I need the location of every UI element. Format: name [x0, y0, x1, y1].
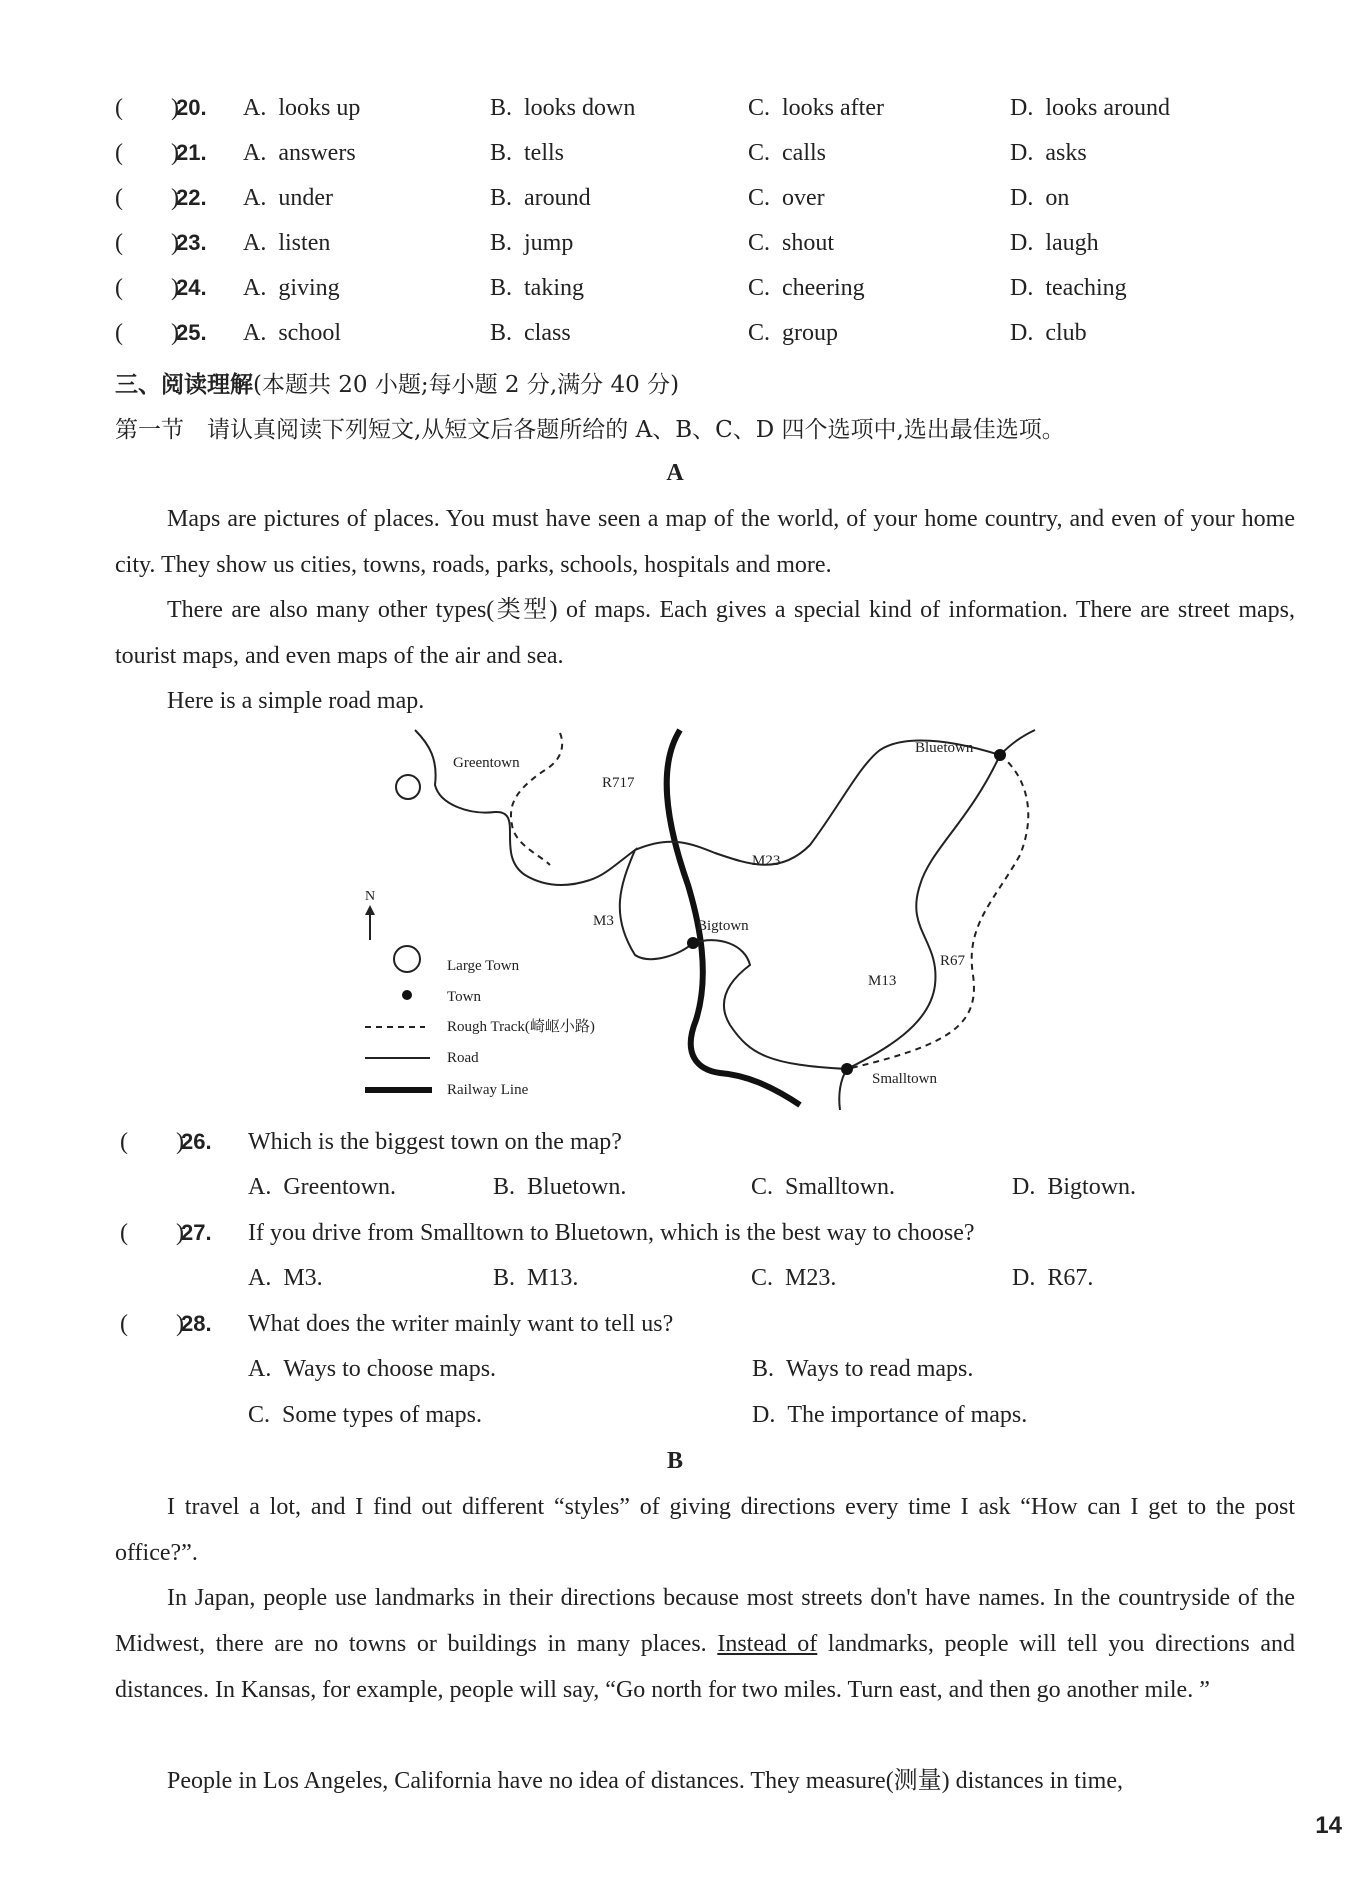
legend-large-town-label: Large Town: [447, 958, 520, 974]
option-text: tells: [524, 140, 565, 166]
option-a: A. Ways to choose maps.: [248, 1356, 497, 1382]
option-text: cheering: [782, 275, 865, 301]
option-text: M23.: [785, 1265, 837, 1291]
option-text: jump: [524, 230, 574, 256]
option-text: Bigtown.: [1047, 1174, 1137, 1200]
option-a: [243, 133, 356, 173]
option-text: teaching: [1045, 275, 1127, 301]
question-number: 22.: [176, 185, 207, 210]
bigtown-label: Bigtown: [697, 918, 749, 934]
question-stem: If you drive from Smalltown to Bluetown, which is the best way to choose?: [248, 1220, 975, 1246]
track-r67: [847, 755, 1028, 1069]
options-row: [0, 1349, 1350, 1389]
passage-b-p2-before: In Japan, people use landmarks in their directions because most streets don't have names. In the countryside of the Midwest, there are no towns or buildings in many places.: [115, 1585, 1295, 1657]
answer-blank[interactable]: ( ): [120, 1129, 184, 1155]
legend-road-label: Road: [447, 1050, 479, 1066]
question-number: 20.: [176, 95, 207, 120]
option-text: school: [278, 320, 342, 346]
option-letter: A.: [243, 230, 279, 256]
option-letter: A.: [243, 140, 279, 166]
option-text: M13.: [527, 1265, 579, 1291]
r67-label: R67: [940, 953, 966, 969]
option-b: [490, 223, 573, 263]
north-label: N: [364, 889, 376, 904]
option-letter: D.: [1010, 275, 1046, 301]
option-text: under: [278, 185, 333, 211]
option-text: asks: [1045, 140, 1087, 166]
answer-blank[interactable]: ( ): [120, 1311, 184, 1337]
m3-label: M3: [593, 913, 614, 929]
smalltown-marker: [841, 1063, 853, 1075]
passage-b-paragraph-2: [115, 1575, 1295, 1713]
option-text: The importance of maps.: [787, 1402, 1028, 1428]
option-letter: D.: [1010, 95, 1046, 121]
options-row: [0, 1167, 1350, 1207]
option-c: C. Some types of maps.: [248, 1402, 482, 1428]
option-c: [748, 268, 865, 308]
option-text: on: [1045, 185, 1070, 211]
road-bigtown-loop: [693, 940, 847, 1069]
question-stem-row: [0, 1213, 1350, 1253]
option-c: [748, 313, 838, 353]
option-text: Ways to choose maps.: [283, 1356, 497, 1382]
answer-blank[interactable]: ( ): [115, 320, 179, 346]
section-title-text: 三、阅读理解: [115, 372, 253, 398]
road-bluetown-exit: [1000, 730, 1035, 755]
passage-b-p2-after: landmarks, people will tell you directions and distances. In Kansas, for example, people will say, “Go north for two miles. Turn east, and then go another mile. ”: [115, 1631, 1296, 1703]
option-b: [490, 133, 564, 173]
option-letter: D.: [1010, 230, 1046, 256]
option-letter: C.: [748, 140, 783, 166]
option-a: [243, 268, 340, 308]
option-letter: D.: [1010, 320, 1046, 346]
passage-b-paragraph-3: People in Los Angeles, California have no idea of distances. They measure(测量) distances in time,: [167, 1768, 1123, 1794]
option-b: [490, 268, 584, 308]
bigtown-marker: [687, 937, 699, 949]
option-text: taking: [524, 275, 585, 301]
option-d: [1010, 133, 1087, 173]
option-text: around: [524, 185, 591, 211]
part-one-instruction: 第一节 请认真阅读下列短文,从短文后各题所给的 A、B、C、D 四个选项中,选出最佳选项。: [115, 417, 1065, 443]
answer-blank[interactable]: ( ): [115, 140, 179, 166]
option-d: [1010, 178, 1069, 218]
option-text: Bluetown.: [527, 1174, 627, 1200]
option-text: laugh: [1045, 230, 1099, 256]
option-d: D. Bigtown.: [1012, 1174, 1137, 1200]
option-letter: D.: [1010, 185, 1046, 211]
road-m13: [847, 755, 1000, 1069]
passage-a-heading: A: [666, 460, 684, 486]
option-letter: A.: [243, 185, 279, 211]
option-b: [490, 88, 635, 128]
legend-town-icon: [402, 990, 412, 1000]
question-row: [0, 223, 1350, 263]
option-c: [748, 88, 884, 128]
option-text: answers: [278, 140, 356, 166]
answer-blank[interactable]: ( ): [120, 1220, 184, 1246]
option-text: giving: [278, 275, 340, 301]
option-letter: B.: [490, 275, 525, 301]
option-letter: C.: [748, 275, 783, 301]
option-text: calls: [782, 140, 826, 166]
question-row: [0, 178, 1350, 218]
options-row: [0, 1395, 1350, 1435]
option-text: looks after: [782, 95, 884, 121]
answer-blank[interactable]: ( ): [115, 185, 179, 211]
north-arrowhead-icon: [365, 905, 375, 915]
option-text: M3.: [283, 1265, 323, 1291]
option-d: [1010, 313, 1087, 353]
question-number: 28.: [181, 1311, 212, 1336]
option-letter: B.: [490, 320, 525, 346]
greentown-label: Greentown: [453, 755, 520, 771]
question-number: 25.: [176, 320, 207, 345]
question-number: 24.: [176, 275, 207, 300]
option-letter: B.: [490, 185, 525, 211]
option-text: R67.: [1047, 1265, 1094, 1291]
option-a: A. M3.: [248, 1265, 323, 1291]
option-text: class: [524, 320, 571, 346]
option-b: B. M13.: [493, 1265, 579, 1291]
legend-railway-label: Railway Line: [447, 1082, 529, 1098]
passage-a-paragraph-2: There are also many other types(类型) of maps. Each gives a special kind of information. There are street maps, tourist maps, and even maps of the air and sea.: [115, 597, 1295, 669]
legend-rough-track-label: Rough Track(崎岖小路): [447, 1019, 595, 1035]
option-c: [748, 133, 826, 173]
question-stem-row: [0, 1304, 1350, 1344]
bluetown-label: Bluetown: [915, 740, 974, 756]
option-text: club: [1045, 320, 1087, 346]
option-b: B. Bluetown.: [493, 1174, 627, 1200]
option-letter: A.: [243, 320, 279, 346]
question-row: [0, 268, 1350, 308]
option-text: Greentown.: [283, 1174, 396, 1200]
answer-blank[interactable]: ( ): [115, 230, 179, 256]
question-row: [0, 88, 1350, 128]
question-number: 23.: [176, 230, 207, 255]
option-a: [243, 178, 333, 218]
section-title: [115, 366, 679, 399]
option-letter: C.: [748, 230, 783, 256]
option-text: looks down: [524, 95, 636, 121]
option-d: [1010, 268, 1127, 308]
question-number: 21.: [176, 140, 207, 165]
option-b: [490, 178, 591, 218]
option-b: [490, 313, 571, 353]
option-letter: C.: [748, 95, 783, 121]
bluetown-marker: [994, 749, 1006, 761]
option-letter: C.: [748, 320, 783, 346]
answer-blank[interactable]: ( ): [115, 95, 179, 121]
option-letter: D.: [1010, 140, 1046, 166]
option-c: [748, 223, 834, 263]
m23-label: M23: [752, 853, 781, 869]
option-letter: B.: [490, 230, 525, 256]
underlined-phrase: Instead of: [717, 1631, 818, 1657]
passage-a-paragraph-1: Maps are pictures of places. You must have seen a map of the world, of your home country, and even of your home city. They show us cities, towns, roads, parks, schools, hospitals and more.: [115, 506, 1295, 578]
legend-large-town-icon: [394, 946, 420, 972]
road-map: [350, 725, 1050, 1115]
option-c: C. M23.: [751, 1265, 837, 1291]
option-d: D. The importance of maps.: [752, 1402, 1028, 1428]
option-text: shout: [782, 230, 835, 256]
passage-a-paragraph-3: Here is a simple road map.: [167, 688, 425, 714]
option-text: Smalltown.: [785, 1174, 896, 1200]
question-number: 27.: [181, 1220, 212, 1245]
option-letter: C.: [748, 185, 783, 211]
answer-blank[interactable]: ( ): [115, 275, 179, 301]
option-a: A. Greentown.: [248, 1174, 396, 1200]
option-b: B. Ways to read maps.: [752, 1356, 974, 1382]
option-c: C. Smalltown.: [751, 1174, 896, 1200]
option-letter: A.: [243, 95, 279, 121]
question-number: 26.: [181, 1129, 212, 1154]
option-c: [748, 178, 825, 218]
options-row: [0, 1258, 1350, 1298]
greentown-marker: [396, 775, 420, 799]
road-m3: [590, 850, 693, 959]
option-text: group: [782, 320, 839, 346]
road-m23: [635, 740, 1000, 864]
track-r717: [511, 733, 562, 865]
option-text: Ways to read maps.: [786, 1356, 974, 1382]
question-row: [0, 313, 1350, 353]
question-stem-row: [0, 1122, 1350, 1162]
smalltown-label: Smalltown: [872, 1071, 938, 1087]
page-number: 14: [1315, 1812, 1342, 1839]
passage-b-paragraph-1: I travel a lot, and I find out different “styles” of giving directions every time I ask “How can I get to the post office?”.: [115, 1494, 1295, 1566]
question-row: [0, 133, 1350, 173]
passage-b-heading: B: [666, 1448, 683, 1474]
r717-label: R717: [602, 775, 635, 791]
road-greentown: [415, 730, 590, 885]
option-letter: B.: [490, 140, 525, 166]
legend-town-label: Town: [447, 989, 481, 1005]
question-stem: Which is the biggest town on the map?: [248, 1129, 622, 1155]
option-text: looks around: [1045, 95, 1170, 121]
option-d: [1010, 88, 1170, 128]
section-note: (本题共 20 小题;每小题 2 分,满分 40 分): [253, 372, 680, 398]
option-a: [243, 88, 360, 128]
option-text: looks up: [278, 95, 361, 121]
option-text: over: [782, 185, 825, 211]
option-letter: A.: [243, 275, 279, 301]
option-text: listen: [278, 230, 331, 256]
m13-label: M13: [868, 973, 897, 989]
option-a: [243, 313, 341, 353]
option-letter: B.: [490, 95, 525, 121]
option-a: [243, 223, 330, 263]
option-d: D. R67.: [1012, 1265, 1094, 1291]
road-smalltown-exit: [839, 1069, 847, 1110]
question-stem: What does the writer mainly want to tell us?: [248, 1311, 674, 1337]
option-text: Some types of maps.: [282, 1402, 482, 1428]
option-d: [1010, 223, 1099, 263]
